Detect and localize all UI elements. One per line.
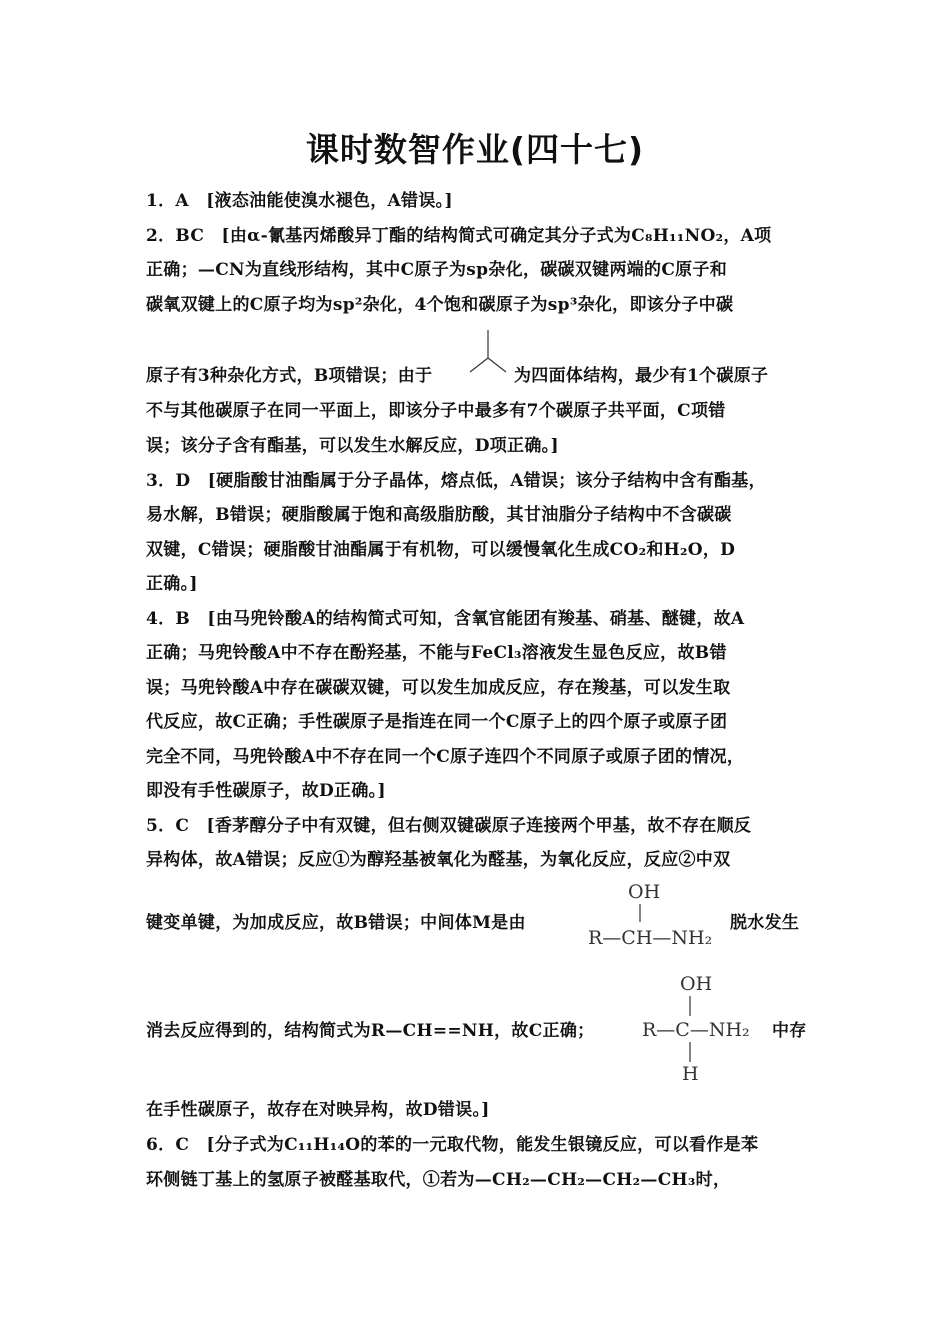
amino-alcohol-structure bbox=[586, 878, 732, 952]
chiral-carbon-chain: R—C—NH₂ bbox=[642, 1019, 750, 1041]
answer-3-line-4: 正确。] bbox=[146, 574, 198, 594]
answer-2-line-6: 误；该分子含有酯基，可以发生水解反应，D项正确。] bbox=[146, 436, 559, 456]
answer-5-line-4b: 中存 bbox=[772, 1021, 807, 1041]
answer-3-line-3: 双键，C错误；硬脂酸甘油酯属于有机物，可以缓慢氧化生成CO₂和H₂O，D bbox=[146, 540, 736, 560]
answer-6-line-1: 6．C [分子式为C₁₁H₁₄O的苯的一元取代物，能发生银镜反应，可以看作是苯 bbox=[146, 1135, 759, 1155]
answer-3-line-1: 3．D [硬脂酸甘油酯属于分子晶体，熔点低，A错误；该分子结构中含有酯基， bbox=[146, 471, 766, 491]
answer-4-line-6: 即没有手性碳原子，故D正确。] bbox=[146, 781, 386, 801]
answer-2-line-4b: 为四面体结构，最少有1个碳原子 bbox=[514, 366, 769, 386]
page-title: 课时数智作业(四十七) bbox=[305, 130, 645, 169]
answer-2-line-2: 正确；—CN为直线形结构，其中C原子为sp杂化，碳碳双键两端的C原子和 bbox=[146, 260, 728, 280]
answer-2-line-3: 碳氧双键上的C原子均为sp²杂化，4个饱和碳原子为sp³杂化，即该分子中碳 bbox=[146, 295, 734, 315]
answer-5-line-2: 异构体，故A错误；反应①为醇羟基被氧化为醛基，为氧化反应，反应②中双 bbox=[146, 850, 731, 870]
answer-4-line-4: 代反应，故C正确；手性碳原子是指连在同一个C原子上的四个原子或原子团 bbox=[146, 712, 728, 732]
answer-4-line-1: 4．B [由马兜铃酸A的结构简式可知，含氧官能团有羧基、硝基、醚键，故A bbox=[146, 609, 745, 629]
answer-6-line-2: 环侧链丁基上的氢原子被醛基取代，①若为—CH₂—CH₂—CH₂—CH₃时， bbox=[146, 1170, 731, 1190]
answer-2-line-5: 不与其他碳原子在同一平面上，即该分子中最多有7个碳原子共平面，C项错 bbox=[146, 401, 726, 421]
chiral-carbon-structure bbox=[640, 968, 768, 1086]
answer-5-line-1: 5．C [香茅醇分子中有双键，但右侧双键碳原子连接两个甲基，故不存在顺反 bbox=[146, 816, 752, 836]
answer-4-line-5: 完全不同，马兜铃酸A中不存在同一个C原子连四个不同原子或原子团的情况， bbox=[146, 747, 745, 767]
answer-5-line-5: 在手性碳原子，故存在对映异构，故D错误。] bbox=[146, 1100, 490, 1120]
answer-5-line-4a: 消去反应得到的，结构简式为R—CH==NH，故C正确； bbox=[146, 1021, 595, 1041]
answer-2-line-1: 2．BC [由α-氰基丙烯酸异丁酯的结构简式可确定其分子式为C₈H₁₁NO₂，A项 bbox=[146, 226, 772, 246]
answer-5-line-3b: 脱水发生 bbox=[730, 913, 800, 933]
amino-alcohol-chain: R—CH—NH₂ bbox=[588, 927, 713, 949]
answer-2-line-4a: 原子有3种杂化方式，B项错误；由于 bbox=[146, 366, 433, 386]
answer-5-line-3a: 键变单键，为加成反应，故B错误；中间体M是由 bbox=[146, 913, 526, 933]
tetrahedral-carbon-structure bbox=[466, 328, 514, 382]
answer-3-line-2: 易水解，B错误；硬脂酸属于饱和高级脂肪酸，其甘油脂分子结构中不含碳碳 bbox=[146, 505, 732, 525]
hydroxyl-label: OH bbox=[628, 881, 661, 903]
hydroxyl-label: OH bbox=[680, 973, 713, 995]
answer-1-line-1: 1．A [液态油能使溴水褪色，A错误。] bbox=[146, 191, 453, 211]
answer-4-line-2: 正确；马兜铃酸A中不存在酚羟基，不能与FeCl₃溶液发生显色反应，故B错 bbox=[146, 643, 727, 663]
answer-4-line-3: 误；马兜铃酸A中存在碳碳双键，可以发生加成反应，存在羧基，可以发生取 bbox=[146, 678, 731, 698]
hydrogen-label: H bbox=[682, 1063, 699, 1085]
